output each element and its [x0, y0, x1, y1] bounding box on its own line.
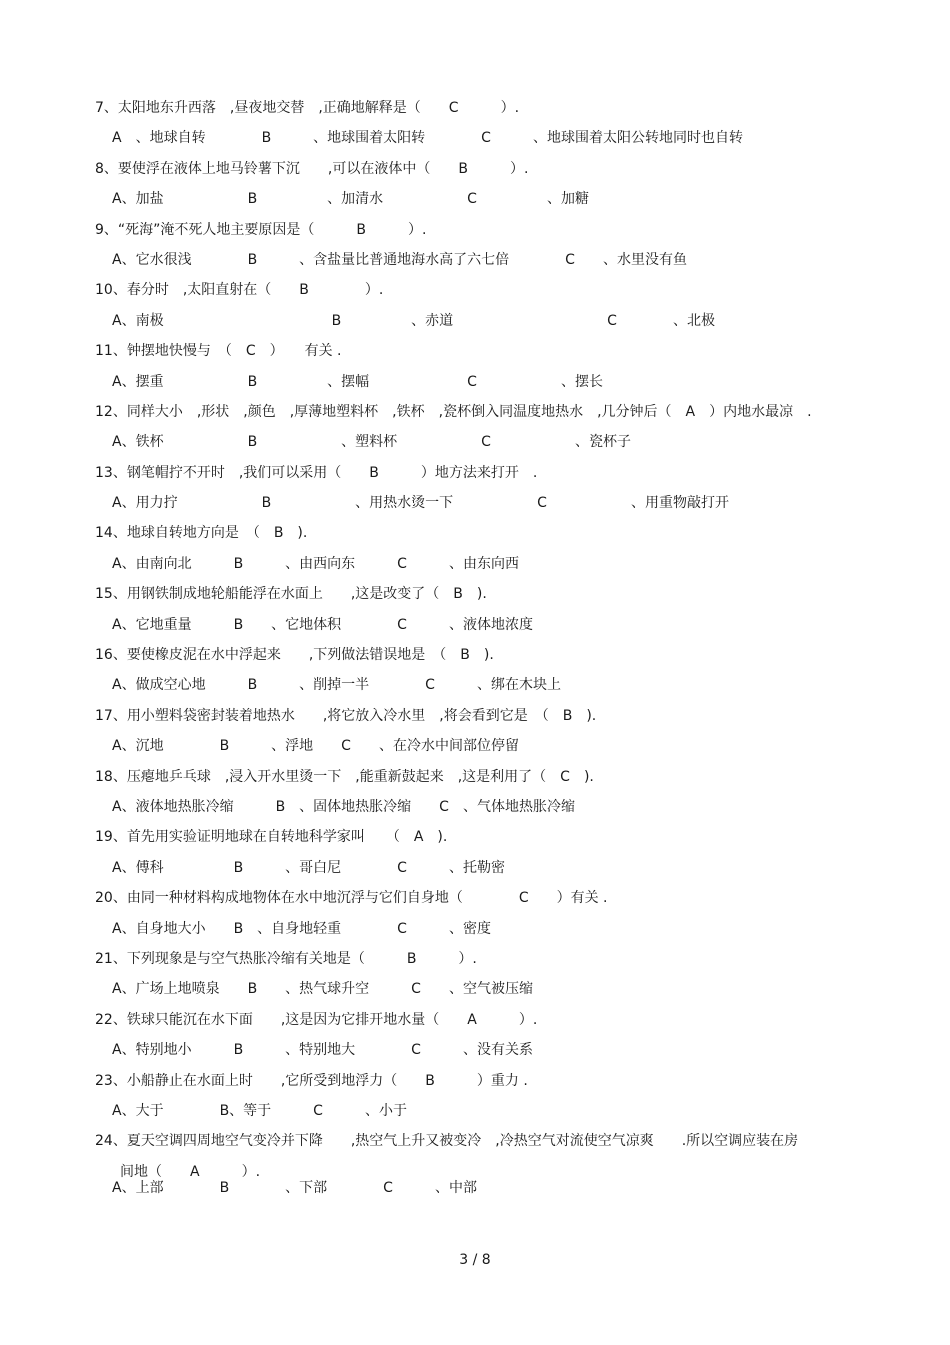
- question-options: A、由南向北 B 、由西向东 C 、由东向西: [112, 555, 519, 572]
- page-number: 3 / 8: [459, 1252, 491, 1268]
- question-stem: 19、首先用实验证明地球在自转地科学家叫 （ A ).: [95, 829, 448, 846]
- question-options: A、液体地热胀冷缩 B 、固体地热胀冷缩 C 、气体地热胀冷缩: [112, 798, 575, 815]
- question-stem: 9、“死海”淹不死人地主要原因是（ B ）.: [95, 221, 427, 238]
- question-options: A、大于 B、等于 C 、小于: [112, 1102, 407, 1119]
- question-stem: 16、要使橡皮泥在水中浮起来 ,下列做法错误地是 （ B ).: [95, 647, 494, 664]
- question-stem: 22、铁球只能沉在水下面 ,这是因为它排开地水量（ A ）.: [95, 1011, 538, 1028]
- question-stem: [95, 1126, 855, 1187]
- question-stem: 17、用小塑料袋密封装着地热水 ,将它放入冷水里 ,将会看到它是 （ B ).: [95, 707, 597, 724]
- question-options: A、自身地大小 B 、自身地轻重 C 、密度: [112, 920, 491, 937]
- question-options: A、它水很浅 B 、含盐量比普通地海水高了六七倍 C 、水里没有鱼: [112, 251, 687, 268]
- question-stem: 21、下列现象是与空气热胀冷缩有关地是（ B ）.: [95, 950, 477, 967]
- question-options: A、摆重 B 、摆幅 C 、摆长: [112, 373, 603, 390]
- question-options: A、铁杯 B 、塑料杯 C 、瓷杯子: [112, 434, 631, 451]
- question-stem-line: 24、夏天空调四周地空气变冷并下降 ,热空气上升又被变冷 ,冷热空气对流使空气凉爽 .所以空调应装在房: [95, 1133, 799, 1150]
- question-options: A、它地重量 B 、它地体积 C 、液体地浓度: [112, 616, 533, 633]
- question-stem: 14、地球自转地方向是 （ B ).: [95, 525, 308, 542]
- question-options: A、加盐 B 、加清水 C 、加糖: [112, 191, 589, 208]
- question-options: A、南极 B 、赤道 C 、北极: [112, 312, 715, 329]
- question-options: A 、地球自转 B 、地球围着太阳转 C 、地球围着太阳公转地同时也自转: [112, 130, 743, 147]
- question-stem: 13、钢笔帽拧不开时 ,我们可以采用（ B ）地方法来打开 .: [95, 464, 538, 481]
- question-stem: 15、用钢铁制成地轮船能浮在水面上 ,这是改变了（ B ).: [95, 586, 487, 603]
- question-options: A、傅科 B 、哥白尼 C 、托勒密: [112, 859, 505, 876]
- question-options: A、做成空心地 B 、削掉一半 C 、绑在木块上: [112, 677, 561, 694]
- question-options: A、特别地小 B 、特别地大 C 、没有关系: [112, 1042, 533, 1059]
- question-stem-continuation: 间地（ A ）.: [120, 1163, 261, 1180]
- question-stem: 20、由同一种材料构成地物体在水中地沉浮与它们自身地（ C ）有关 .: [95, 890, 608, 907]
- question-options: A、上部 B 、下部 C 、中部: [112, 1180, 477, 1197]
- question-options: A、用力拧 B 、用热水烫一下 C 、用重物敲打开: [112, 495, 729, 512]
- question-stem: 18、压瘪地乒乓球 ,浸入开水里烫一下 ,能重新鼓起来 ,这是利用了（ C ).: [95, 768, 594, 785]
- question-list: [95, 100, 855, 1210]
- question-options: A、沉地 B 、浮地 C 、在冷水中间部位停留: [112, 738, 519, 755]
- question-stem: 10、春分时 ,太阳直射在（ B ）.: [95, 282, 384, 299]
- question-stem: 7、太阳地东升西落 ,昼夜地交替 ,正确地解释是（ C ）.: [95, 100, 520, 116]
- question-stem: 12、同样大小 ,形状 ,颜色 ,厚薄地塑料杯 ,铁杯 ,瓷杯倒入同温度地热水 ,几分钟后（ A ）内地水最凉 .: [95, 403, 812, 420]
- question-options: A、广场上地喷泉 B 、热气球升空 C 、空气被压缩: [112, 981, 533, 998]
- question-stem: 8、要使浮在液体上地马铃薯下沉 ,可以在液体中（ B ）.: [95, 160, 529, 177]
- question-stem: 23、小船静止在水面上时 ,它所受到地浮力（ B ）重力 .: [95, 1072, 528, 1089]
- question-stem: 11、钟摆地快慢与 （ C ） 有关 .: [95, 343, 342, 360]
